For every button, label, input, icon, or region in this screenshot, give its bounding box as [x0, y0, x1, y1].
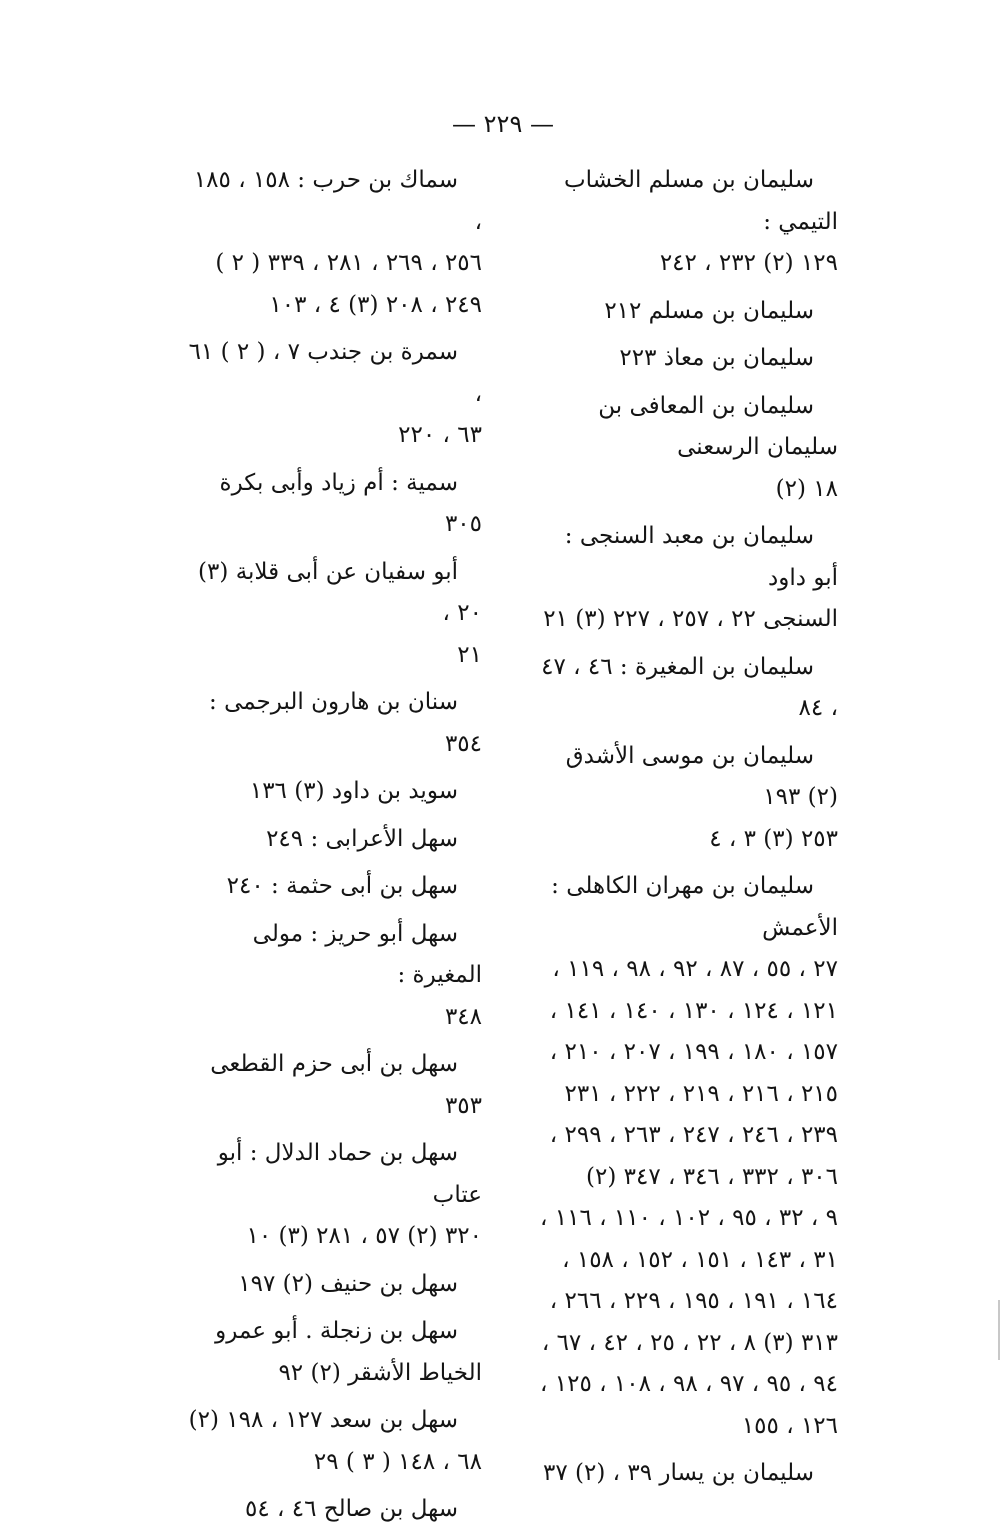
entry-continuation-line: ٢٣٩ ، ٢٤٦ ، ٢٤٧ ، ٢٦٣ ، ٢٩٩ ، [549, 1122, 838, 1148]
index-entry [182, 866, 482, 908]
entry-continuation-line: ٦٨ ، ١٤٨ ( ٣ ) ٢٩ [313, 1448, 482, 1475]
index-entry [538, 291, 838, 333]
index-entry [182, 1489, 482, 1531]
entry-continuation-line: ١٢١ ، ١٢٤ ، ١٣٠ ، ١٤٠ ، ١٤١ ، [549, 997, 838, 1024]
entry-continuation-line: ٢٥٣ (٣) ٣ ، ٤ [709, 825, 838, 852]
index-entry [538, 338, 838, 380]
index-entry [182, 1044, 482, 1127]
entry-heading-line: سويد بن داود (٣) ١٣٦ [249, 778, 458, 804]
entry-continuation-line: الخياط الأشقر (٢) ٩٢ [278, 1359, 482, 1386]
entry-heading-line: سهل بن حماد الدلال : أبو عتاب [210, 1140, 482, 1208]
index-entry [182, 914, 482, 1039]
entry-continuation-line: ٩٤ ، ٩٥ ، ٩٧ ، ٩٨ ، ١٠٨ ، ١٢٥ ، [540, 1371, 838, 1397]
index-entry [182, 771, 482, 813]
entry-continuation-line: ٢٧ ، ٥٥ ، ٨٧ ، ٩٢ ، ٩٨ ، ١١٩ ، [552, 956, 838, 982]
index-entry [538, 516, 838, 641]
entry-continuation-line: ٢١ [457, 641, 482, 668]
entry-heading-line: سماك بن حرب : ١٥٨ ، ١٨٥ ، [186, 167, 482, 235]
entry-heading-line: سهل بن أبى حثمة : ٢٤٠ [226, 873, 458, 899]
entry-heading-line: سليمان بن المعافى بن سليمان الرسعنى [590, 392, 838, 460]
index-entry [182, 160, 482, 326]
right-column [533, 160, 838, 1495]
entry-heading-line: سليمان بن معاذ ٢٢٣ [619, 345, 814, 371]
index-entry [538, 866, 838, 1447]
entry-continuation-line: ٣٤٨ [444, 1003, 482, 1030]
entry-continuation-line: ٣١ ، ١٤٣ ، ١٥١ ، ١٥٢ ، ١٥٨ ، [562, 1246, 838, 1273]
entry-continuation-line: السنجى ٢٢ ، ٢٥٧ ، ٢٢٧ (٣) ٢١ [543, 606, 838, 632]
entry-heading-line: سهل بن زنجلة . أبو عمرو [215, 1318, 458, 1344]
left-column [182, 160, 482, 1531]
index-entry [182, 1311, 482, 1394]
index-entry [533, 647, 838, 730]
entry-continuation-line: ٩ ، ٣٢ ، ٩٥ ، ١٠٢ ، ١١٠ ، ١١٦ ، [540, 1205, 838, 1231]
index-entry [182, 682, 482, 765]
entry-continuation-line: ٢٥٦ ، ٢٦٩ ، ٢٨١ ، ٣٣٩ ( ٢ ) [215, 250, 482, 276]
index-entry [182, 552, 482, 677]
index-entry [182, 1400, 482, 1483]
entry-continuation-line: ١٢٦ ، ١٥٥ [741, 1412, 838, 1439]
entry-continuation-line: ٢١٥ ، ٢١٦ ، ٢١٩ ، ٢٢٢ ، ٢٣١ [564, 1080, 838, 1107]
entry-heading-line: سمرة بن جندب ٧ ، ( ٢ ) ٦١ ، [181, 339, 482, 407]
entry-continuation-line: ٢٤٩ ، ٢٠٨ (٣) ٤ ، ١٠٣ [269, 291, 482, 318]
entry-heading-line: سليمان بن مسلم ٢١٢ [604, 297, 814, 324]
entry-continuation-line: ١٦٤ ، ١٩١ ، ١٩٥ ، ٢٢٩ ، ٢٦٦ ، [549, 1288, 838, 1314]
entry-heading-line: سهل أبو حريز : مولى المغيرة : [245, 920, 482, 988]
entry-continuation-line: ١٥٧ ، ١٨٠ ، ١٩٩ ، ٢٠٧ ، ٢١٠ ، [549, 1039, 838, 1065]
entry-continuation-line: ٣٢٠ (٢) ٥٧ ، ٢٨١ (٣) ١٠ [246, 1223, 482, 1249]
entry-heading-line: سليمان بن موسى الأشدق (٢) ١٩٣ [558, 742, 838, 810]
index-entry [538, 1453, 838, 1495]
entry-continuation-line: ٦٣ ، ٢٢٠ [398, 422, 482, 448]
entry-heading-line: سليمان بن المغيرة : ٤٦ ، ٤٧ ، ٨٤ [533, 653, 838, 721]
index-entry [538, 736, 838, 861]
entry-heading-line: سهل بن سعد ١٢٧ ، ١٩٨ (٢) [188, 1407, 458, 1433]
entry-continuation-line: ١٨ (٢) [775, 475, 838, 502]
entry-heading-line: أبو سفيان عن أبى قلابة (٣) ٢٠ ، [190, 558, 482, 626]
entry-heading-line: سمية : أم زياد وأبى بكرة ٣٠٥ [212, 469, 482, 537]
entry-heading-line: سليمان بن معبد السنجى : أبو داود [557, 523, 838, 591]
entry-continuation-line: ٣٠٦ ، ٣٣٢ ، ٣٤٦ ، ٣٤٧ (٢) [585, 1163, 838, 1190]
index-entry [182, 1133, 482, 1258]
scan-edge-mark [998, 1300, 1000, 1360]
entry-heading-line: سنان بن هارون البرجمى : ٣٥٤ [201, 689, 482, 757]
entry-heading-line: سهل بن أبى حزم القطعى ٣٥٣ [202, 1051, 482, 1119]
entry-heading-line: سهل الأعرابى : ٢٤٩ [266, 825, 458, 852]
index-entry [182, 332, 482, 457]
entry-heading-line: سليمان بن مسلم الخشاب التيمي : [556, 167, 838, 235]
entry-heading-line: سليمان بن مهران الكاهلى : الأعمش [543, 873, 838, 941]
index-entry [182, 1264, 482, 1306]
index-entry [538, 160, 838, 285]
entry-continuation-line: ٣١٣ (٣) ٨ ، ٢٢ ، ٢٥ ، ٤٢ ، ٦٧ ، [541, 1329, 838, 1356]
entry-heading-line: سهل بن صالح ٤٦ ، ٥٤ [244, 1496, 458, 1522]
entry-heading-line: سليمان بن يسار ٣٩ ، (٢) ٣٧ [542, 1460, 814, 1486]
index-entry [538, 386, 838, 511]
index-entry [182, 463, 482, 546]
entry-continuation-line: ١٢٩ (٢) ٢٣٢ ، ٢٤٢ [659, 250, 838, 276]
page-number: — ٢٢٩ — [452, 110, 554, 138]
entry-heading-line: سهل بن حنيف (٢) ١٩٧ [238, 1270, 458, 1297]
index-entry [182, 819, 482, 861]
